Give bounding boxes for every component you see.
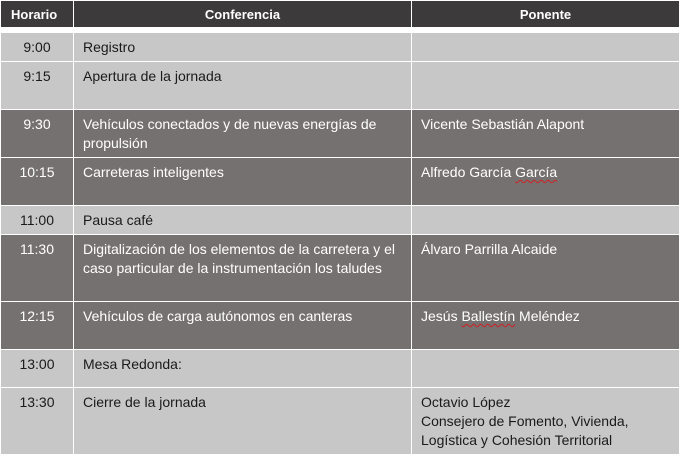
time-cell: 12:15	[1, 302, 74, 350]
time-cell: 11:30	[1, 235, 74, 302]
speaker-name-part: Alfredo García	[421, 164, 516, 180]
speaker-line: Octavio López	[421, 394, 511, 410]
speaker-line: Consejero de Fomento, Vivienda,	[421, 413, 629, 429]
header-speaker: Ponente	[412, 1, 680, 28]
header-time: Horario	[1, 1, 74, 28]
time-cell: 10:15	[1, 158, 74, 206]
speaker-name-part: Meléndez	[515, 308, 580, 324]
table-row	[1, 350, 680, 388]
table-row	[1, 302, 680, 350]
speaker-cell	[412, 158, 680, 206]
speaker-cell: Vicente Sebastián Alapont	[412, 110, 680, 158]
spellcheck-flagged-word: García	[515, 164, 558, 180]
table-row	[1, 110, 680, 158]
time-cell: 13:00	[1, 350, 74, 388]
talk-cell: Mesa Redonda:	[74, 350, 412, 388]
talk-cell: Vehículos conectados y de nuevas energías de propulsión	[74, 110, 412, 158]
speaker-cell	[412, 350, 680, 388]
header-talk: Conferencia	[74, 1, 412, 28]
talk-cell: Cierre de la jornada	[74, 388, 412, 455]
talk-cell: Carreteras inteligentes	[74, 158, 412, 206]
table-row	[1, 62, 680, 110]
speaker-cell	[412, 206, 680, 235]
talk-cell: Vehículos de carga autónomos en canteras	[74, 302, 412, 350]
talk-cell: Registro	[74, 33, 412, 62]
talk-cell: Pausa café	[74, 206, 412, 235]
time-cell: 11:00	[1, 206, 74, 235]
time-cell: 13:30	[1, 388, 74, 455]
time-cell: 9:00	[1, 33, 74, 62]
table-row	[1, 206, 680, 235]
speaker-cell	[412, 33, 680, 62]
speaker-cell	[412, 388, 680, 455]
speaker-cell	[412, 62, 680, 110]
talk-cell: Digitalización de los elementos de la carretera y el caso particular de la instrumentación los taludes	[74, 235, 412, 302]
speaker-name-part: Jesús	[421, 308, 462, 324]
time-cell: 9:30	[1, 110, 74, 158]
table-row	[1, 158, 680, 206]
talk-cell: Apertura de la jornada	[74, 62, 412, 110]
speaker-cell: Álvaro Parrilla Alcaide	[412, 235, 680, 302]
table-row	[1, 388, 680, 455]
speaker-cell	[412, 302, 680, 350]
speaker-line: Logística y Cohesión Territorial	[421, 432, 613, 448]
time-cell: 9:15	[1, 62, 74, 110]
table-row	[1, 235, 680, 302]
table-row	[1, 33, 680, 62]
spellcheck-flagged-word: Ballestín	[461, 308, 516, 324]
header-row	[1, 1, 680, 28]
